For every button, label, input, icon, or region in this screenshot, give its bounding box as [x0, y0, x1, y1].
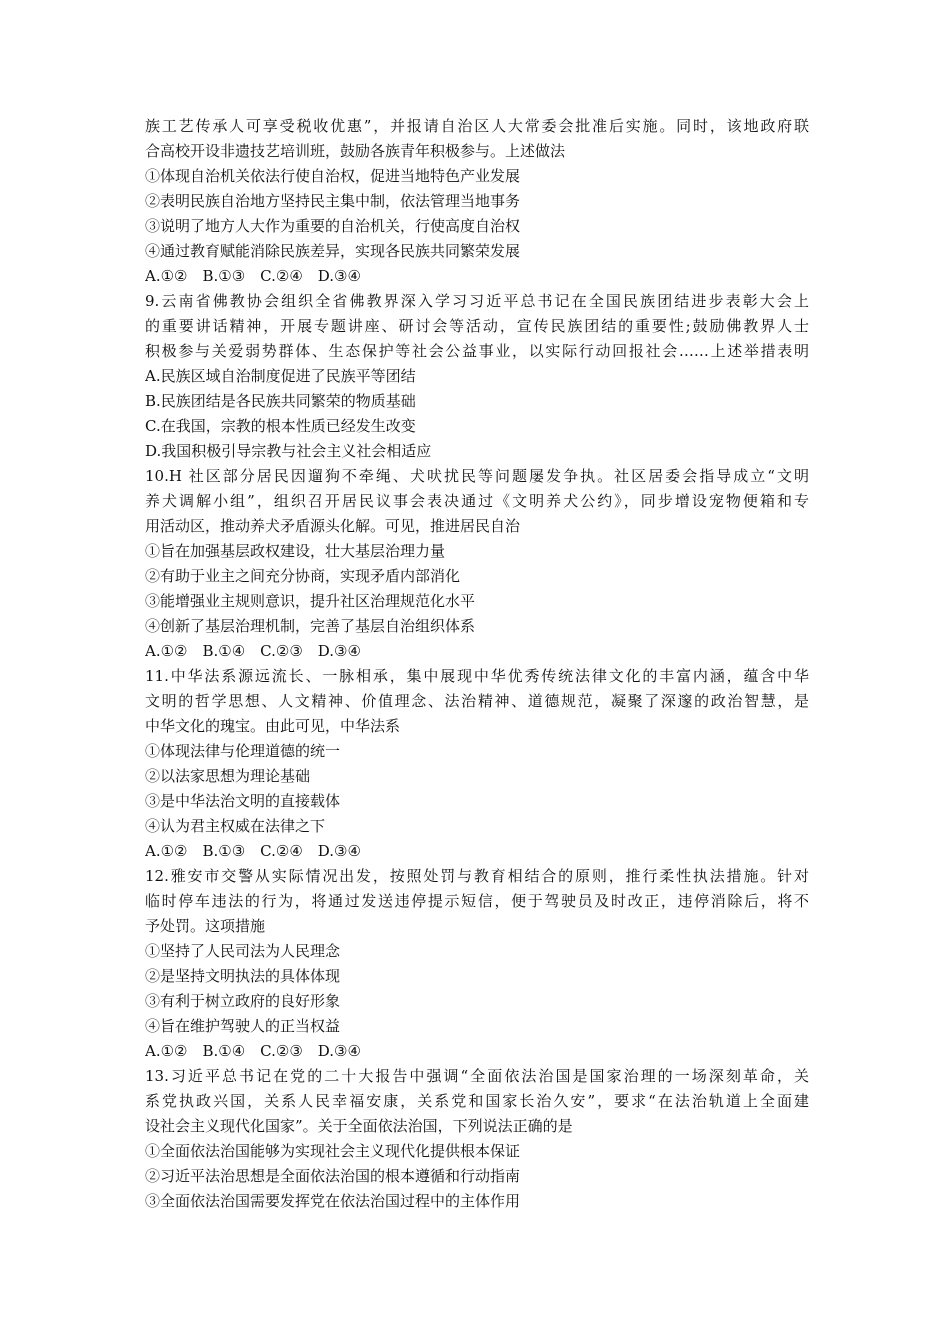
text-line: C.在我国，宗教的根本性质已经发生改变 [145, 417, 416, 435]
text-line: 予处罚。这项措施 [145, 917, 266, 935]
text-line: 12.雅安市交警从实际情况出发，按照处罚与教育相结合的原则，推行柔性执法措施。针对 [145, 867, 809, 885]
text-line: ②表明民族自治地方坚持民主集中制，依法管理当地事务 [145, 192, 521, 210]
text-line: 13.习近平总书记在党的二十大报告中强调“全面依法治国是国家治理的一场深刻革命，关 [145, 1067, 809, 1085]
text-line: 临时停车违法的行为，将通过发送违停提示短信，便于驾驶员及时改正，违停消除后，将不 [145, 892, 809, 910]
text-line: ③能增强业主规则意识，提升社区治理规范化水平 [145, 592, 476, 610]
text-line: ③说明了地方人大作为重要的自治机关，行使高度自治权 [145, 217, 521, 235]
document-page [145, 114, 809, 1214]
text-line: ④旨在维护驾驶人的正当权益 [145, 1017, 341, 1035]
text-line: 合高校开设非遗技艺培训班，鼓励各族青年积极参与。上述做法 [145, 142, 566, 160]
text-line: ③全面依法治国需要发挥党在依法治国过程中的主体作用 [145, 1192, 521, 1210]
text-line: 设社会主义现代化国家”。关于全面依法治国，下列说法正确的是 [145, 1117, 573, 1135]
text-line: ①旨在加强基层政权建设，壮大基层治理力量 [145, 542, 446, 560]
text-line: ①体现法律与伦理道德的统一 [145, 742, 341, 760]
text-line: ①全面依法治国能够为实现社会主义现代化提供根本保证 [145, 1142, 521, 1160]
text-line: 族工艺传承人可享受税收优惠”，并报请自治区人大常委会批准后实施。同时，该地政府联 [145, 117, 809, 135]
text-line: B.民族团结是各民族共同繁荣的物质基础 [145, 392, 416, 410]
text-line: ①体现自治机关依法行使自治权，促进当地特色产业发展 [145, 167, 521, 185]
text-line: 10.H 社区部分居民因遛狗不牵绳、犬吠扰民等问题屡发争执。社区居委会指导成立“文明 [145, 467, 809, 485]
text-line: A.①② B.①④ C.②③ D.③④ [145, 642, 361, 660]
text-line: 9.云南省佛教协会组织全省佛教界深入学习习近平总书记在全国民族团结进步表彰大会上 [145, 292, 809, 310]
text-line: A.民族区域自治制度促进了民族平等团结 [145, 367, 416, 385]
text-line: 中华文化的瑰宝。由此可见，中华法系 [145, 717, 401, 735]
text-line: 文明的哲学思想、人文精神、价值理念、法治精神、道德规范，凝聚了深邃的政治智慧，是 [145, 692, 809, 710]
text-line: D.我国积极引导宗教与社会主义社会相适应 [145, 442, 432, 460]
text-line: ③有利于树立政府的良好形象 [145, 992, 341, 1010]
text-line: ②是坚持文明执法的具体体现 [145, 967, 341, 985]
text-line: ②以法家思想为理论基础 [145, 767, 311, 785]
text-line: 积极参与关爱弱势群体、生态保护等社会公益事业，以实际行动回报社会……上述举措表明 [145, 342, 809, 360]
text-line: 用活动区，推动养犬矛盾源头化解。可见，推进居民自治 [145, 517, 521, 535]
text-line: 11.中华法系源远流长、一脉相承，集中展现中华优秀传统法律文化的丰富内涵，蕴含中华 [145, 667, 809, 685]
text-line: ①坚持了人民司法为人民理念 [145, 942, 341, 960]
text-line: ④创新了基层治理机制，完善了基层自治组织体系 [145, 617, 476, 635]
text-line: 养犬调解小组”，组织召开居民议事会表决通过《文明养犬公约》，同步增设宠物便箱和专 [145, 492, 809, 510]
text-line: 的重要讲话精神，开展专题讲座、研讨会等活动，宣传民族团结的重要性;鼓励佛教界人士 [145, 317, 809, 335]
text-line: A.①② B.①③ C.②④ D.③④ [145, 267, 361, 285]
text-line: ③是中华法治文明的直接载体 [145, 792, 341, 810]
text-line: ②习近平法治思想是全面依法治国的根本遵循和行动指南 [145, 1167, 521, 1185]
text-line: A.①② B.①③ C.②④ D.③④ [145, 842, 361, 860]
text-line: ②有助于业主之间充分协商，实现矛盾内部消化 [145, 567, 461, 585]
text-line: A.①② B.①④ C.②③ D.③④ [145, 1042, 361, 1060]
text-line: 系党执政兴国，关系人民幸福安康，关系党和国家长治久安”，要求“在法治轨道上全面建 [145, 1092, 809, 1110]
text-line: ④认为君主权威在法律之下 [145, 817, 326, 835]
text-line: ④通过教育赋能消除民族差异，实现各民族共同繁荣发展 [145, 242, 521, 260]
